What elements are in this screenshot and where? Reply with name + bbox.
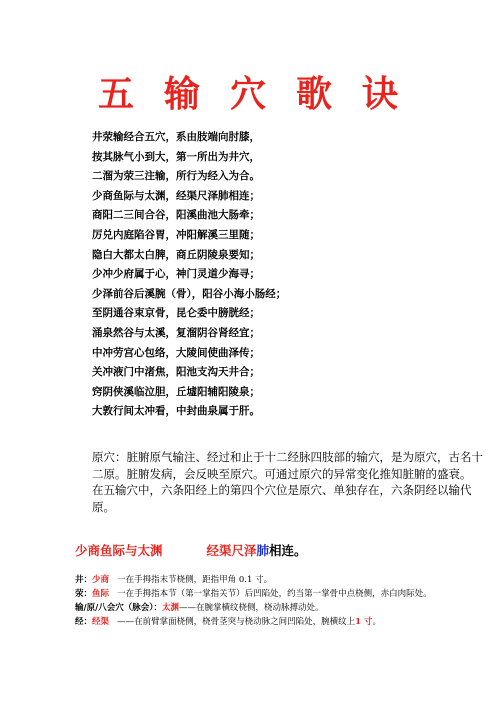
- verse-line: 大敦行间太冲看，中封曲泉属于肝。: [92, 405, 260, 418]
- verse-line: 井荥输经合五穴，系由肢端向肘膝，: [92, 131, 260, 143]
- note-row: [75, 573, 485, 587]
- title-char: 五: [97, 73, 134, 115]
- verse-line: 商阳二三间合谷，阳溪曲池大肠牵；: [92, 209, 260, 222]
- note-row: [75, 615, 485, 629]
- title-char: 穴: [229, 73, 266, 115]
- note-label: 经：: [75, 617, 93, 627]
- title-char: 诀: [361, 73, 398, 115]
- verse-line: 少商鱼际与太渊，经渠尺泽肺相连；: [92, 189, 260, 202]
- page-title: [0, 66, 496, 117]
- verse-line: 至阴通谷束京骨，昆仑委中膀胱经；: [92, 307, 260, 320]
- verse-line: 少冲少府属于心，神门灵道少海寻；: [92, 268, 260, 281]
- note-text: 一在手拇指末节桡侧，距指甲角 0.1 寸。: [117, 575, 273, 585]
- note-label: 荥：: [75, 589, 93, 599]
- verse-line: 按其脉气小到大，第一所出为井穴，: [92, 150, 260, 163]
- verse-list: [92, 128, 482, 422]
- explanation-paragraph: 在五输穴中，六条阳经上的第四个穴位是原穴、单独存在，六条阴经以输代原。: [92, 483, 472, 514]
- explanation-block: [92, 449, 492, 515]
- note-text: 。: [372, 617, 382, 627]
- heading-part: 少商鱼际与太渊: [75, 543, 163, 558]
- point-name: 太渊: [161, 603, 179, 613]
- heading-part: 经渠尺泽: [206, 543, 257, 558]
- note-text: 一在手拇指本节（第一掌指关节）后凹陷处，约当第一掌骨中点桡侧，赤白肉际处。: [117, 589, 432, 599]
- note-label: 输/原/八会穴（脉会）：: [75, 603, 162, 613]
- point-name: 少商: [92, 575, 110, 585]
- section-heading: [75, 541, 485, 559]
- heading-part: 相连。: [269, 543, 307, 558]
- verse-line: 窍阴侠溪临泣胆，丘墟阳辅阳陵泉；: [92, 385, 260, 398]
- verse-line: 二溜为荥三注输，所行为经入为合。: [92, 170, 260, 183]
- note-text: ——在腕掌横纹桡侧，桡动脉搏动处。: [178, 603, 324, 613]
- title-char: 歌: [295, 73, 332, 115]
- verse-line: 关冲液门中渚焦，阳池支沟天井合；: [92, 366, 260, 379]
- verse-line: 涌泉然谷与太溪，复溜阴谷肾经宜；: [92, 326, 260, 339]
- note-label: 井：: [75, 575, 93, 585]
- verse-line: 少泽前谷后溪腕（骨），阳谷小海小肠经；: [92, 287, 287, 300]
- point-name: 鱼际: [92, 589, 110, 599]
- verse-line: 厉兑内庭陷谷胃，冲阳解溪三里随；: [92, 228, 260, 241]
- note-row: [75, 601, 485, 615]
- point-name: 经渠: [92, 617, 110, 627]
- note-row: [75, 587, 485, 601]
- heading-highlight: 肺: [256, 543, 270, 558]
- note-measure: 1 寸: [355, 617, 373, 627]
- explanation-paragraph: 原穴：脏腑原气输注、经过和止于十二经脉四肢部的输穴，是为原穴，古名十二原。脏腑发病，会反映至原穴。可通过原穴的异常变化推知脏腑的盛衰。: [92, 450, 483, 481]
- verse-line: 隐白大都太白脾，商丘阴陵泉要知；: [92, 248, 260, 261]
- note-text: ——在前臂掌面桡侧，桡骨茎突与桡动脉之间凹陷处，腕横纹上: [117, 617, 356, 627]
- acupoint-notes: [75, 573, 485, 629]
- verse-line: 中冲劳宫心包络，大陵间使曲泽传；: [92, 346, 260, 359]
- title-char: 输: [163, 73, 200, 115]
